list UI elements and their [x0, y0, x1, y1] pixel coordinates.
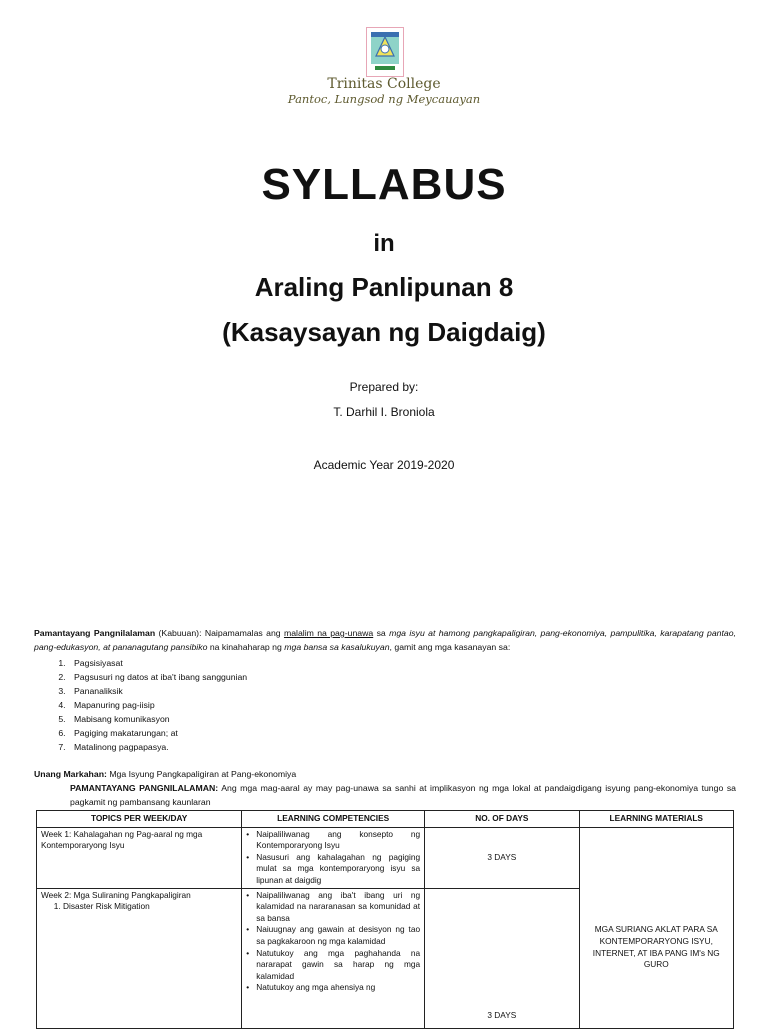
- list-item: 3. Pananaliksik: [68, 684, 247, 698]
- list-item: 4. Mapanuring pag-iisip: [68, 698, 247, 712]
- column-header: LEARNING MATERIALS: [579, 811, 733, 828]
- materials-text: MGA SURIANG AKLAT PARA SA KONTEMPORARYONG ISYU, INTERNET, AT IBA PANG IM's NG GURO: [592, 924, 720, 970]
- performance-standard-label: PAMANTAYANG PANGNILALAMAN:: [70, 783, 219, 793]
- list-item: 7. Matalinong pagpapasya.: [68, 740, 247, 754]
- topic-cell: Week 1: Kahalagahan ng Pag-aaral ng mga Kontemporaryong Isyu: [37, 827, 242, 888]
- materials-cell: [579, 827, 733, 1028]
- list-item: • Naiuugnay ang gawain at desisyon ng tao sa pagkakaroon ng mga kalamidad: [256, 924, 420, 947]
- list-item: 2. Pagsusuri ng datos at iba't ibang sanggunian: [68, 670, 247, 684]
- days-cell: 3 DAYS: [425, 827, 579, 888]
- subject-subtitle: (Kasaysayan ng Daigdaig): [222, 317, 546, 347]
- competencies-cell: [242, 827, 425, 888]
- standard-italic-b: mga bansa sa kasalukuyan: [284, 642, 390, 652]
- table-row: [37, 827, 734, 888]
- prepared-by-label: Prepared by:: [349, 380, 419, 394]
- performance-standard-text: Ang mga mag-aaral ay may pag-unawa sa sanhi at implikasyon ng mga lokal at pandaigdigang isyung pang-ekonomiya tungo sa pagkamit ng pambansang kaunlaran: [70, 783, 736, 807]
- page-title: SYLLABUS: [261, 160, 507, 209]
- column-header: TOPICS PER WEEK/DAY: [37, 811, 242, 828]
- list-item: • Natutukoy ang mga ahensiya ng: [256, 982, 420, 994]
- school-location: Pantoc, Lungsod ng Meycauayan: [287, 92, 481, 106]
- column-header: NO. OF DAYS: [425, 811, 579, 828]
- table-header-row: [37, 811, 734, 828]
- list-item: • Naipaliliwanag ang konsepto ng Kontemporaryong Isyu: [256, 829, 420, 852]
- subtopic-list: [41, 901, 237, 913]
- standard-underlined: malalim na pag-unawa: [283, 628, 374, 638]
- title-connector: in: [373, 230, 395, 257]
- list-item: 6. Pagiging makatarungan; at: [68, 726, 247, 740]
- subject-title: Araling Panlipunan 8: [254, 272, 514, 302]
- standard-text-c: na kinahaharap ng: [209, 642, 282, 652]
- skills-list: [34, 656, 247, 754]
- list-item: • Nasusuri ang kahalagahan ng pagiging mulat sa mga kontemporaryong isyu sa lipunan at daigdig: [256, 852, 420, 887]
- school-logo: [366, 27, 404, 77]
- standard-italic-a: mga isyu at hamong pangkapaligiran, pang-ekonomiya, pampulitika, karapatang pantao, pang-edukasyon, at pananagutang pansibiko: [34, 628, 737, 652]
- standard-label: Pamantayang Pangnilalaman: [34, 628, 156, 638]
- list-item: 1. Disaster Risk Mitigation: [63, 901, 237, 913]
- quarter-label: Unang Markahan:: [34, 769, 107, 779]
- standard-text-d: , gamit ang mga kasanayan sa:: [389, 642, 511, 652]
- quarter-heading: [34, 767, 296, 781]
- days-cell: 3 DAYS: [425, 888, 579, 1028]
- academic-year: Academic Year 2019-2020: [313, 458, 455, 472]
- author-name: T. Darhil I. Broniola: [333, 405, 435, 419]
- standard-text-a: Naipamamalas ang: [204, 628, 281, 638]
- content-standard-paragraph: [34, 626, 736, 654]
- list-item: 1. Pagsisiyasat: [68, 656, 247, 670]
- competencies-cell: [242, 888, 425, 1028]
- standard-text-b: sa: [376, 628, 386, 638]
- school-name: Trinitas College: [327, 76, 441, 92]
- topic-cell: [37, 888, 242, 1028]
- list-item: • Naipaliliwanag ang iba't ibang uri ng kalamidad na nararanasan sa komunidad at sa bansa: [256, 890, 420, 925]
- list-item: • Natutukoy ang mga paghahanda na nararapat gawin sa harap ng mga kalamidad: [256, 948, 420, 983]
- syllabus-table: [36, 810, 734, 1029]
- list-item: 5. Mabisang komunikasyon: [68, 712, 247, 726]
- topic-title: Week 2: Mga Suliraning Pangkapaligiran: [41, 889, 191, 900]
- performance-standard: [70, 781, 736, 809]
- column-header: LEARNING COMPETENCIES: [242, 811, 425, 828]
- standard-qualifier: (Kabuuan):: [158, 628, 202, 638]
- quarter-title: Mga Isyung Pangkapaligiran at Pang-ekonomiya: [109, 769, 297, 779]
